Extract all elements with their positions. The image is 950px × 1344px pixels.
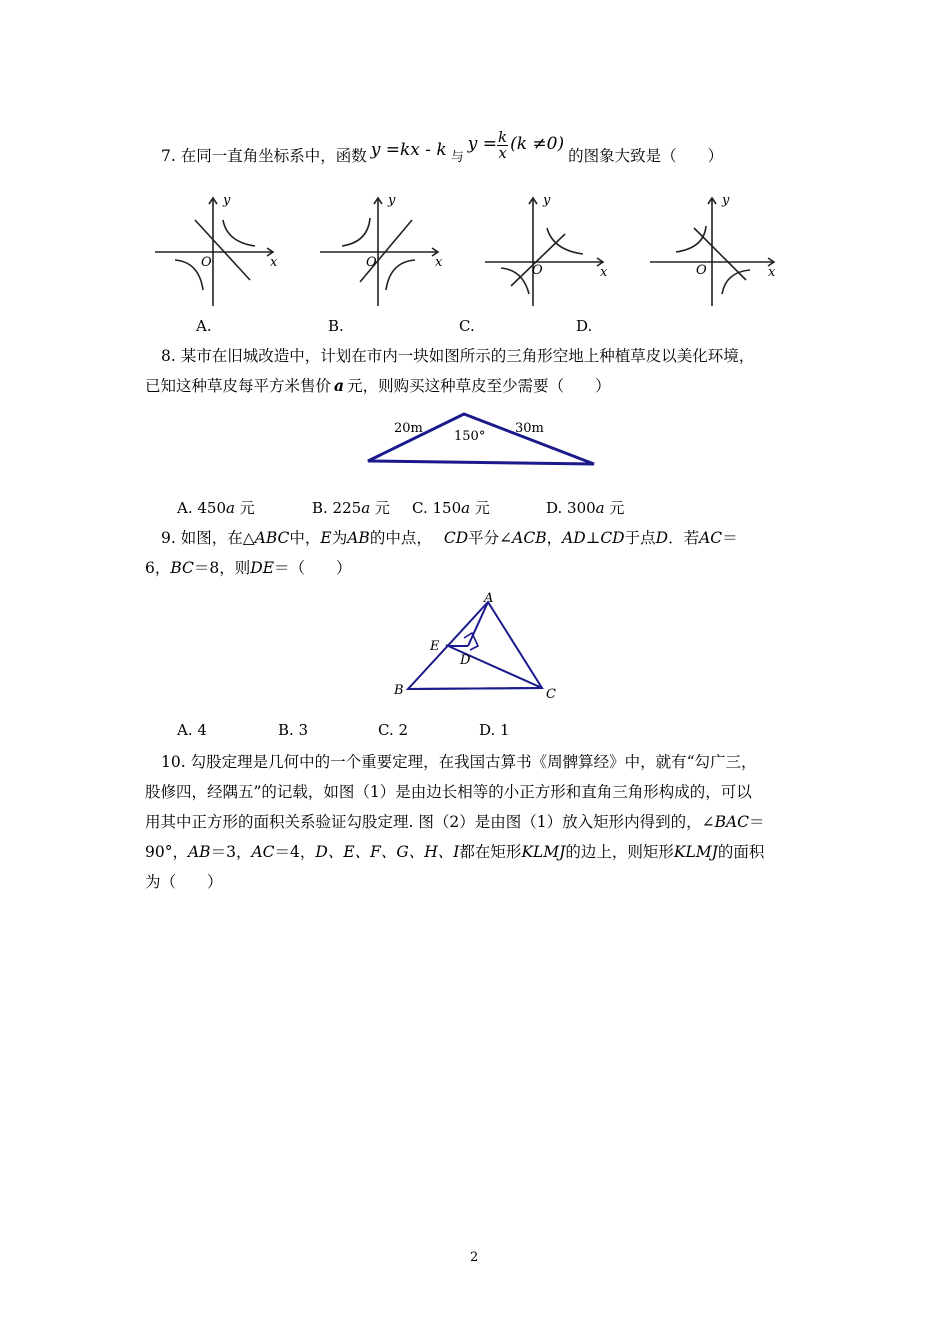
side-label-20m: 20m — [394, 421, 423, 436]
axis-x-label: x — [270, 255, 278, 270]
axis-x-label: x — [600, 265, 608, 280]
vertex-c-label: C — [546, 687, 556, 702]
q8-option-c: C. 150a 元 — [412, 499, 490, 517]
q7-option-a: A. — [196, 317, 212, 335]
q8-option-d: D. 300a 元 — [546, 499, 625, 517]
vertex-a-label: A — [484, 591, 494, 606]
q7-graph-d — [650, 190, 780, 310]
axis-y-label: y — [388, 193, 396, 208]
q10-stem-line5: 为（ ） — [145, 873, 223, 891]
point-e-label: E — [430, 639, 440, 654]
q7-option-b: B. — [328, 317, 344, 335]
axis-y-label: y — [543, 193, 551, 208]
axis-y-label: y — [722, 193, 730, 208]
q9-option-a: A. 4 — [177, 721, 207, 739]
q9-option-d: D. 1 — [479, 721, 510, 739]
q10-stem-line4: 90°，AB＝3，AC＝4，D、E、F、G、H、I都在矩形KLMJ的边上，则矩形KLMJ的面积 — [145, 843, 765, 861]
q10-stem-line2: 股修四，经隅五”的记载，如图（1）是由边长相等的小正方形和直角三角形构成的，可以 — [145, 783, 752, 801]
q7-stem: 7. 在同一直角坐标系中，函数 y =kx - k 与y = $\frac{k}{x}$ (k ≠0)的图象大致是（ ） — [161, 127, 724, 165]
q10-stem-line3: 用其中正方形的面积关系验证勾股定理. 图（2）是由图（1）放入矩形内得到的，∠BAC＝ — [145, 813, 765, 831]
q9-stem-line1: 9. 如图，在△ABC中，E为AB的中点， CD平分∠ACB，AD⊥CD于点D．若AC＝ — [161, 529, 738, 547]
q8-stem-line2: 已知这种草皮每平方米售价 a 元，则购买这种草皮至少需要（ ） — [145, 376, 611, 395]
origin-label: O — [201, 255, 212, 270]
q7-option-c: C. — [459, 317, 475, 335]
axis-x-label: x — [768, 265, 776, 280]
q7-function-linear: y =kx - k — [370, 140, 447, 160]
q9-stem-line2: 6，BC＝8，则DE＝（ ） — [145, 559, 352, 577]
q9-triangle-figure — [388, 588, 568, 706]
origin-label: O — [532, 263, 543, 278]
q7-fraction: $\frac{k}{x}$ — [498, 127, 508, 162]
q9-option-c: C. 2 — [378, 721, 409, 739]
side-label-30m: 30m — [515, 421, 544, 436]
q7-graph-a — [155, 190, 285, 310]
q7-function-inverse-lhs: y = — [467, 134, 497, 154]
axis-y-label: y — [223, 193, 231, 208]
origin-label: O — [696, 263, 707, 278]
q8-option-b: B. 225a 元 — [312, 499, 390, 517]
q10-stem-line1: 10. 勾股定理是几何中的一个重要定理，在我国古算书《周髀算经》中，就有“勾广三， — [161, 753, 757, 771]
page-number: 2 — [470, 1250, 479, 1265]
q9-option-b: B. 3 — [278, 721, 309, 739]
origin-label: O — [366, 255, 377, 270]
q8-triangle-figure — [362, 408, 602, 470]
point-d-label: D — [460, 653, 471, 668]
axis-x-label: x — [435, 255, 443, 270]
angle-label: 150° — [454, 429, 486, 444]
q7-graph-b — [320, 190, 450, 310]
q8-stem-line1: 8. 某市在旧城改造中，计划在市内一块如图所示的三角形空地上种植草皮以美化环境， — [161, 347, 755, 365]
q7-option-d: D. — [576, 317, 593, 335]
q8-option-a: A. 450a 元 — [177, 499, 255, 517]
vertex-b-label: B — [394, 683, 404, 698]
q7-graph-c — [485, 190, 615, 310]
